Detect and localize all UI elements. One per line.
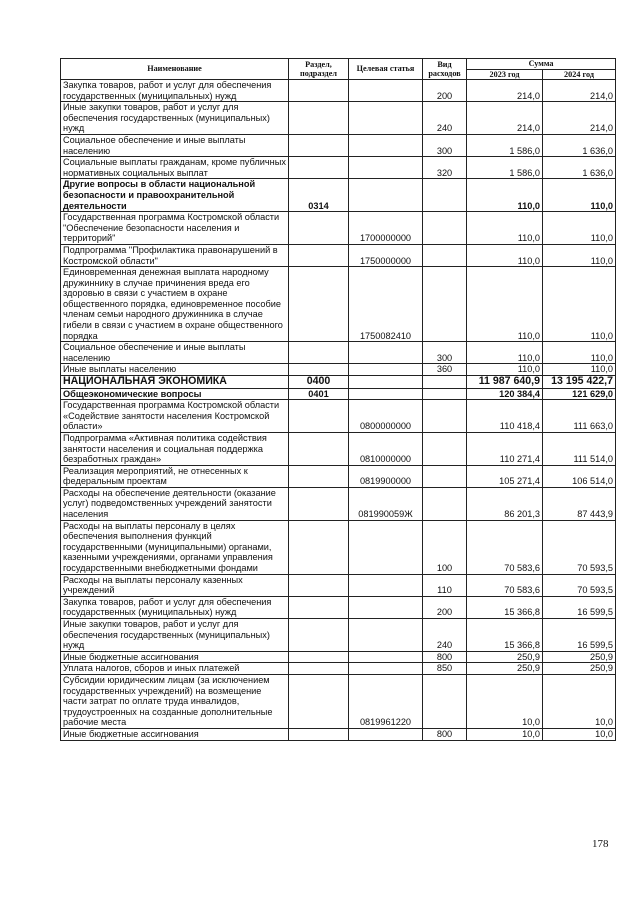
row-name: Иные закупки товаров, работ и услуг для обеспечения государственных (муниципальных) нужд	[61, 102, 289, 135]
budget-table	[60, 58, 616, 741]
row-sum-2023: 15 366,8	[467, 619, 543, 652]
row-kind	[423, 244, 467, 266]
table-row	[61, 388, 616, 400]
row-sum-2023: 120 384,4	[467, 388, 543, 400]
row-name: Государственная программа Костромской области "Обеспечение безопасности населения и территорий"	[61, 212, 289, 245]
row-name: Закупка товаров, работ и услуг для обеспечения государственных (муниципальных) нужд	[61, 596, 289, 618]
row-sum-2023: 11 987 640,9	[467, 376, 543, 389]
row-kind	[423, 376, 467, 389]
table-row	[61, 134, 616, 156]
header-section: Раздел, подраздел	[289, 59, 349, 80]
row-sum-2024: 10,0	[543, 728, 616, 740]
row-target: 0810000000	[349, 432, 423, 465]
header-target: Целевая статья	[349, 59, 423, 80]
row-name: Иные бюджетные ассигнования	[61, 728, 289, 740]
table-row	[61, 619, 616, 652]
header-year-2023: 2023 год	[467, 69, 543, 80]
row-sum-2023: 70 583,6	[467, 574, 543, 596]
table-row	[61, 487, 616, 520]
table-row	[61, 376, 616, 389]
row-kind	[423, 179, 467, 212]
row-sum-2024: 250,9	[543, 651, 616, 663]
row-sum-2024: 70 593,5	[543, 520, 616, 574]
row-section	[289, 619, 349, 652]
table-header	[61, 59, 616, 80]
row-sum-2024: 1 636,0	[543, 157, 616, 179]
row-sum-2023: 70 583,6	[467, 520, 543, 574]
row-sum-2023: 10,0	[467, 728, 543, 740]
row-target	[349, 619, 423, 652]
row-name: Иные закупки товаров, работ и услуг для обеспечения государственных (муниципальных) нужд	[61, 619, 289, 652]
row-sum-2024: 111 514,0	[543, 432, 616, 465]
row-target	[349, 728, 423, 740]
row-target: 0819900000	[349, 465, 423, 487]
row-sum-2023: 110,0	[467, 244, 543, 266]
row-sum-2024: 250,9	[543, 663, 616, 675]
row-target	[349, 663, 423, 675]
row-sum-2023: 250,9	[467, 651, 543, 663]
table-row	[61, 651, 616, 663]
table-row	[61, 465, 616, 487]
header-sum: Сумма	[467, 59, 616, 70]
row-kind: 300	[423, 342, 467, 364]
row-kind: 100	[423, 520, 467, 574]
row-kind	[423, 267, 467, 342]
table-row	[61, 674, 616, 728]
row-target	[349, 388, 423, 400]
row-section	[289, 342, 349, 364]
row-name: НАЦИОНАЛЬНАЯ ЭКОНОМИКА	[61, 376, 289, 389]
row-kind	[423, 674, 467, 728]
row-target: 0800000000	[349, 400, 423, 433]
row-name: Закупка товаров, работ и услуг для обеспечения государственных (муниципальных) нужд	[61, 80, 289, 102]
row-section: 0400	[289, 376, 349, 389]
row-sum-2023: 250,9	[467, 663, 543, 675]
row-kind: 850	[423, 663, 467, 675]
row-kind: 800	[423, 728, 467, 740]
row-section	[289, 400, 349, 433]
row-name: Расходы на обеспечение деятельности (оказание услуг) подведомственных учреждений занятости населения	[61, 487, 289, 520]
header-name: Наименование	[61, 59, 289, 80]
row-name: Общеэкономические вопросы	[61, 388, 289, 400]
table-row	[61, 244, 616, 266]
row-sum-2024: 214,0	[543, 80, 616, 102]
row-section	[289, 520, 349, 574]
row-target	[349, 134, 423, 156]
row-name: Подпрограмма "Профилактика правонарушений в Костромской области"	[61, 244, 289, 266]
row-sum-2024: 214,0	[543, 102, 616, 135]
row-section	[289, 663, 349, 675]
row-section: 0314	[289, 179, 349, 212]
row-sum-2024: 10,0	[543, 674, 616, 728]
row-section	[289, 651, 349, 663]
row-section	[289, 212, 349, 245]
row-kind	[423, 487, 467, 520]
row-section	[289, 432, 349, 465]
row-sum-2024: 16 599,5	[543, 619, 616, 652]
row-sum-2023: 214,0	[467, 102, 543, 135]
row-target	[349, 179, 423, 212]
row-sum-2024: 121 629,0	[543, 388, 616, 400]
header-kind: Вид расходов	[423, 59, 467, 80]
row-name: Уплата налогов, сборов и иных платежей	[61, 663, 289, 675]
row-sum-2023: 1 586,0	[467, 157, 543, 179]
table-row	[61, 520, 616, 574]
row-target: 081990059Ж	[349, 487, 423, 520]
row-kind: 200	[423, 596, 467, 618]
row-kind: 300	[423, 134, 467, 156]
row-sum-2024: 110,0	[543, 244, 616, 266]
row-name: Расходы на выплаты персоналу в целях обеспечения выполнения функций государственными (муниципальными) органами, казенными учреждениями, органами управления государственными внебюджетными фондами	[61, 520, 289, 574]
row-sum-2024: 13 195 422,7	[543, 376, 616, 389]
table-row	[61, 80, 616, 102]
row-name: Государственная программа Костромской области «Содействие занятости населения Костромской области»	[61, 400, 289, 433]
table-row	[61, 179, 616, 212]
row-section	[289, 487, 349, 520]
row-kind: 240	[423, 102, 467, 135]
table-row	[61, 212, 616, 245]
row-target	[349, 80, 423, 102]
row-sum-2024: 1 636,0	[543, 134, 616, 156]
row-sum-2023: 110,0	[467, 342, 543, 364]
row-kind: 800	[423, 651, 467, 663]
row-section	[289, 574, 349, 596]
row-section	[289, 157, 349, 179]
row-sum-2023: 110,0	[467, 179, 543, 212]
row-section	[289, 134, 349, 156]
row-target	[349, 342, 423, 364]
row-sum-2024: 87 443,9	[543, 487, 616, 520]
row-section	[289, 728, 349, 740]
row-sum-2023: 110,0	[467, 267, 543, 342]
table-body	[61, 80, 616, 741]
row-sum-2024: 110,0	[543, 212, 616, 245]
row-name: Субсидии юридическим лицам (за исключением государственных учреждений) на возмещение части затрат по оплате труда инвалидов, трудоустроенных на созданные дополнительные рабочие места	[61, 674, 289, 728]
row-name: Подпрограмма «Активная политика содействия занятости населения и социальная поддержка безработных граждан»	[61, 432, 289, 465]
row-sum-2024: 70 593,5	[543, 574, 616, 596]
row-sum-2023: 214,0	[467, 80, 543, 102]
row-kind	[423, 400, 467, 433]
row-name: Социальные выплаты гражданам, кроме публичных нормативных социальных выплат	[61, 157, 289, 179]
row-section: 0401	[289, 388, 349, 400]
row-kind: 240	[423, 619, 467, 652]
row-sum-2024: 110,0	[543, 267, 616, 342]
table-row	[61, 574, 616, 596]
row-kind: 110	[423, 574, 467, 596]
row-sum-2023: 110 418,4	[467, 400, 543, 433]
row-section	[289, 364, 349, 376]
row-name: Социальное обеспечение и иные выплаты населению	[61, 134, 289, 156]
row-name: Иные бюджетные ассигнования	[61, 651, 289, 663]
row-target	[349, 364, 423, 376]
row-sum-2023: 10,0	[467, 674, 543, 728]
row-kind	[423, 465, 467, 487]
row-name: Единовременная денежная выплата народному дружиннику в случае причинения вреда его здоровью в связи с участием в охране общественного порядка, единовременное пособие членам семьи народного дружинника в случае гибели в связи с участием в охране общественного порядка	[61, 267, 289, 342]
table-row	[61, 432, 616, 465]
table-row	[61, 596, 616, 618]
row-sum-2023: 105 271,4	[467, 465, 543, 487]
table-row	[61, 342, 616, 364]
row-sum-2023: 110 271,4	[467, 432, 543, 465]
page-number: 178	[592, 838, 609, 850]
table-row	[61, 663, 616, 675]
row-kind: 320	[423, 157, 467, 179]
row-target: 1750000000	[349, 244, 423, 266]
row-target: 0819961220	[349, 674, 423, 728]
row-sum-2024: 110,0	[543, 342, 616, 364]
row-target	[349, 574, 423, 596]
row-target: 1700000000	[349, 212, 423, 245]
row-name: Иные выплаты населению	[61, 364, 289, 376]
row-section	[289, 102, 349, 135]
row-name: Социальное обеспечение и иные выплаты населению	[61, 342, 289, 364]
row-name: Расходы на выплаты персоналу казенных учреждений	[61, 574, 289, 596]
row-target	[349, 596, 423, 618]
row-sum-2023: 15 366,8	[467, 596, 543, 618]
row-kind	[423, 432, 467, 465]
row-section	[289, 596, 349, 618]
row-section	[289, 267, 349, 342]
row-kind	[423, 212, 467, 245]
row-target	[349, 651, 423, 663]
row-section	[289, 674, 349, 728]
table-row	[61, 364, 616, 376]
row-sum-2024: 110,0	[543, 364, 616, 376]
table-row	[61, 157, 616, 179]
row-kind: 200	[423, 80, 467, 102]
row-kind	[423, 388, 467, 400]
row-section	[289, 465, 349, 487]
row-sum-2023: 110,0	[467, 364, 543, 376]
row-sum-2024: 16 599,5	[543, 596, 616, 618]
table-row	[61, 400, 616, 433]
row-sum-2024: 111 663,0	[543, 400, 616, 433]
row-section	[289, 80, 349, 102]
row-kind: 360	[423, 364, 467, 376]
row-section	[289, 244, 349, 266]
row-sum-2024: 106 514,0	[543, 465, 616, 487]
row-sum-2023: 110,0	[467, 212, 543, 245]
table-row	[61, 267, 616, 342]
row-target	[349, 520, 423, 574]
row-name: Реализация мероприятий, не отнесенных к федеральным проектам	[61, 465, 289, 487]
table-row	[61, 102, 616, 135]
row-target	[349, 102, 423, 135]
row-sum-2024: 110,0	[543, 179, 616, 212]
table-row	[61, 728, 616, 740]
row-sum-2023: 86 201,3	[467, 487, 543, 520]
header-year-2024: 2024 год	[543, 69, 616, 80]
row-target	[349, 376, 423, 389]
row-sum-2023: 1 586,0	[467, 134, 543, 156]
row-target: 1750082410	[349, 267, 423, 342]
row-name: Другие вопросы в области национальной безопасности и правоохранительной деятельности	[61, 179, 289, 212]
row-target	[349, 157, 423, 179]
